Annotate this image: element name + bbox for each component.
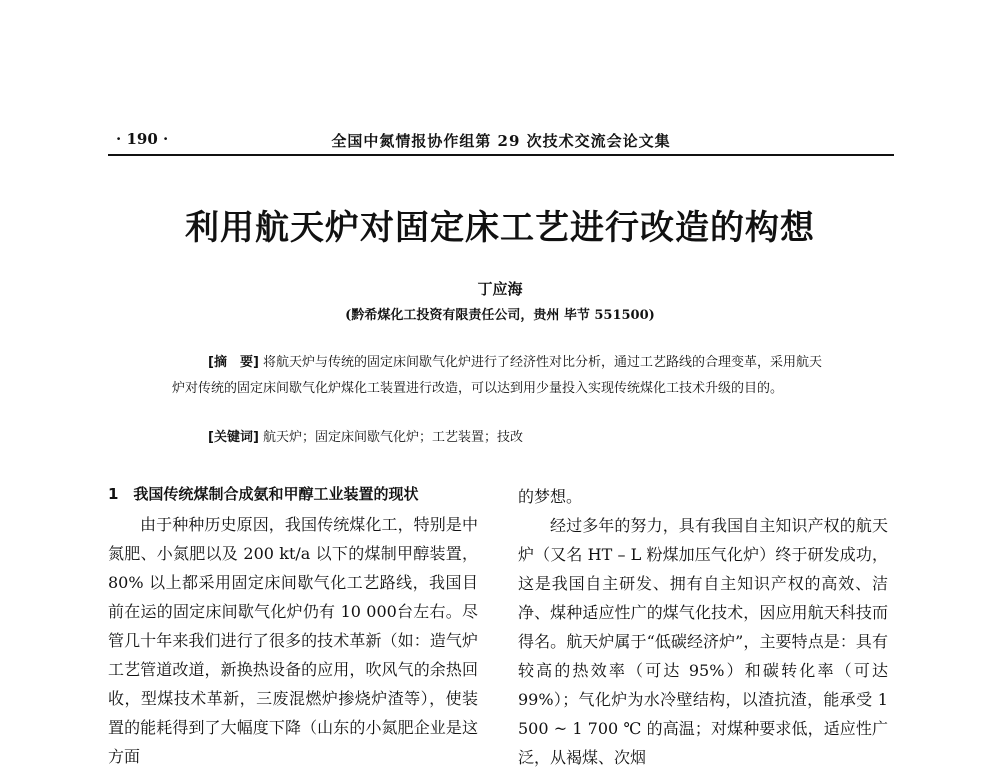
keywords-text: 航天炉；固定床间歇气化炉；工艺装置；技改 xyxy=(263,430,524,445)
author-name: 丁应海 xyxy=(477,280,523,298)
page-number: · 190 · xyxy=(116,130,169,148)
section-heading: 1 我国传统煤制合成氨和甲醇工业装置的现状 xyxy=(108,485,419,503)
keywords xyxy=(208,426,828,445)
abstract xyxy=(172,350,832,402)
header-rule xyxy=(108,154,894,156)
abstract-text: 将航天炉与传统的固定床间歇气化炉进行了经济性对比分析，通过工艺路线的合理变革，采用航天炉对传统的固定床间歇气化炉煤化工装置进行改造，可以达到用少量投入实现传统煤化工技术升级的目的。 xyxy=(172,355,823,396)
body-column-left xyxy=(108,482,478,771)
body-paragraph: 经过多年的努力，具有我国自主知识产权的航天炉（又名 HT – L 粉煤加压气化炉）终于研发成功，这是我国自主研发、拥有自主知识产权的高效、洁净、煤种适应性广的煤气化技术，因应用航天科技而得名。航天炉属于“低碳经济炉”，主要特点是：具有较高的热效率（可达 95%）和碳转化率（可达 99%）；气化炉为水冷壁结构，以渣抗渣，能承受 1 500 ~ 1 700 ℃ 的高温；对煤种要求低，适应性广泛，从褐煤、次烟 xyxy=(518,516,888,767)
keywords-label: [关键词] xyxy=(208,430,259,445)
abstract-label: [摘 要] xyxy=(208,355,259,370)
body-paragraph: 由于种种历史原因，我国传统煤化工，特别是中氮肥、小氮肥以及 200 kt/a 以下的煤制甲醇装置，80% 以上都采用固定床间歇气化工艺路线，我国目前在运的固定床间歇气化炉仍有 10 000台左右。尽管几十年来我们进行了很多的技术革新（如：造气炉工艺管道改道，新换热设备的应用，吹风气的余热回收，型煤技术革新，三废混燃炉掺烧炉渣等），使装置的能耗得到了大幅度下降（山东的小氮肥企业是这方面 xyxy=(108,515,478,766)
body-paragraph-continued: 的梦想。 xyxy=(518,487,583,506)
running-head xyxy=(108,130,894,154)
paper-title: 利用航天炉对固定床工艺进行改造的构想 xyxy=(185,208,815,248)
journal-title: 全国中氮情报协作组第 29 次技术交流会论文集 xyxy=(331,132,671,150)
author-affiliation: (黔希煤化工投资有限责任公司，贵州 毕节 551500) xyxy=(345,308,655,323)
body-column-right xyxy=(518,482,888,772)
